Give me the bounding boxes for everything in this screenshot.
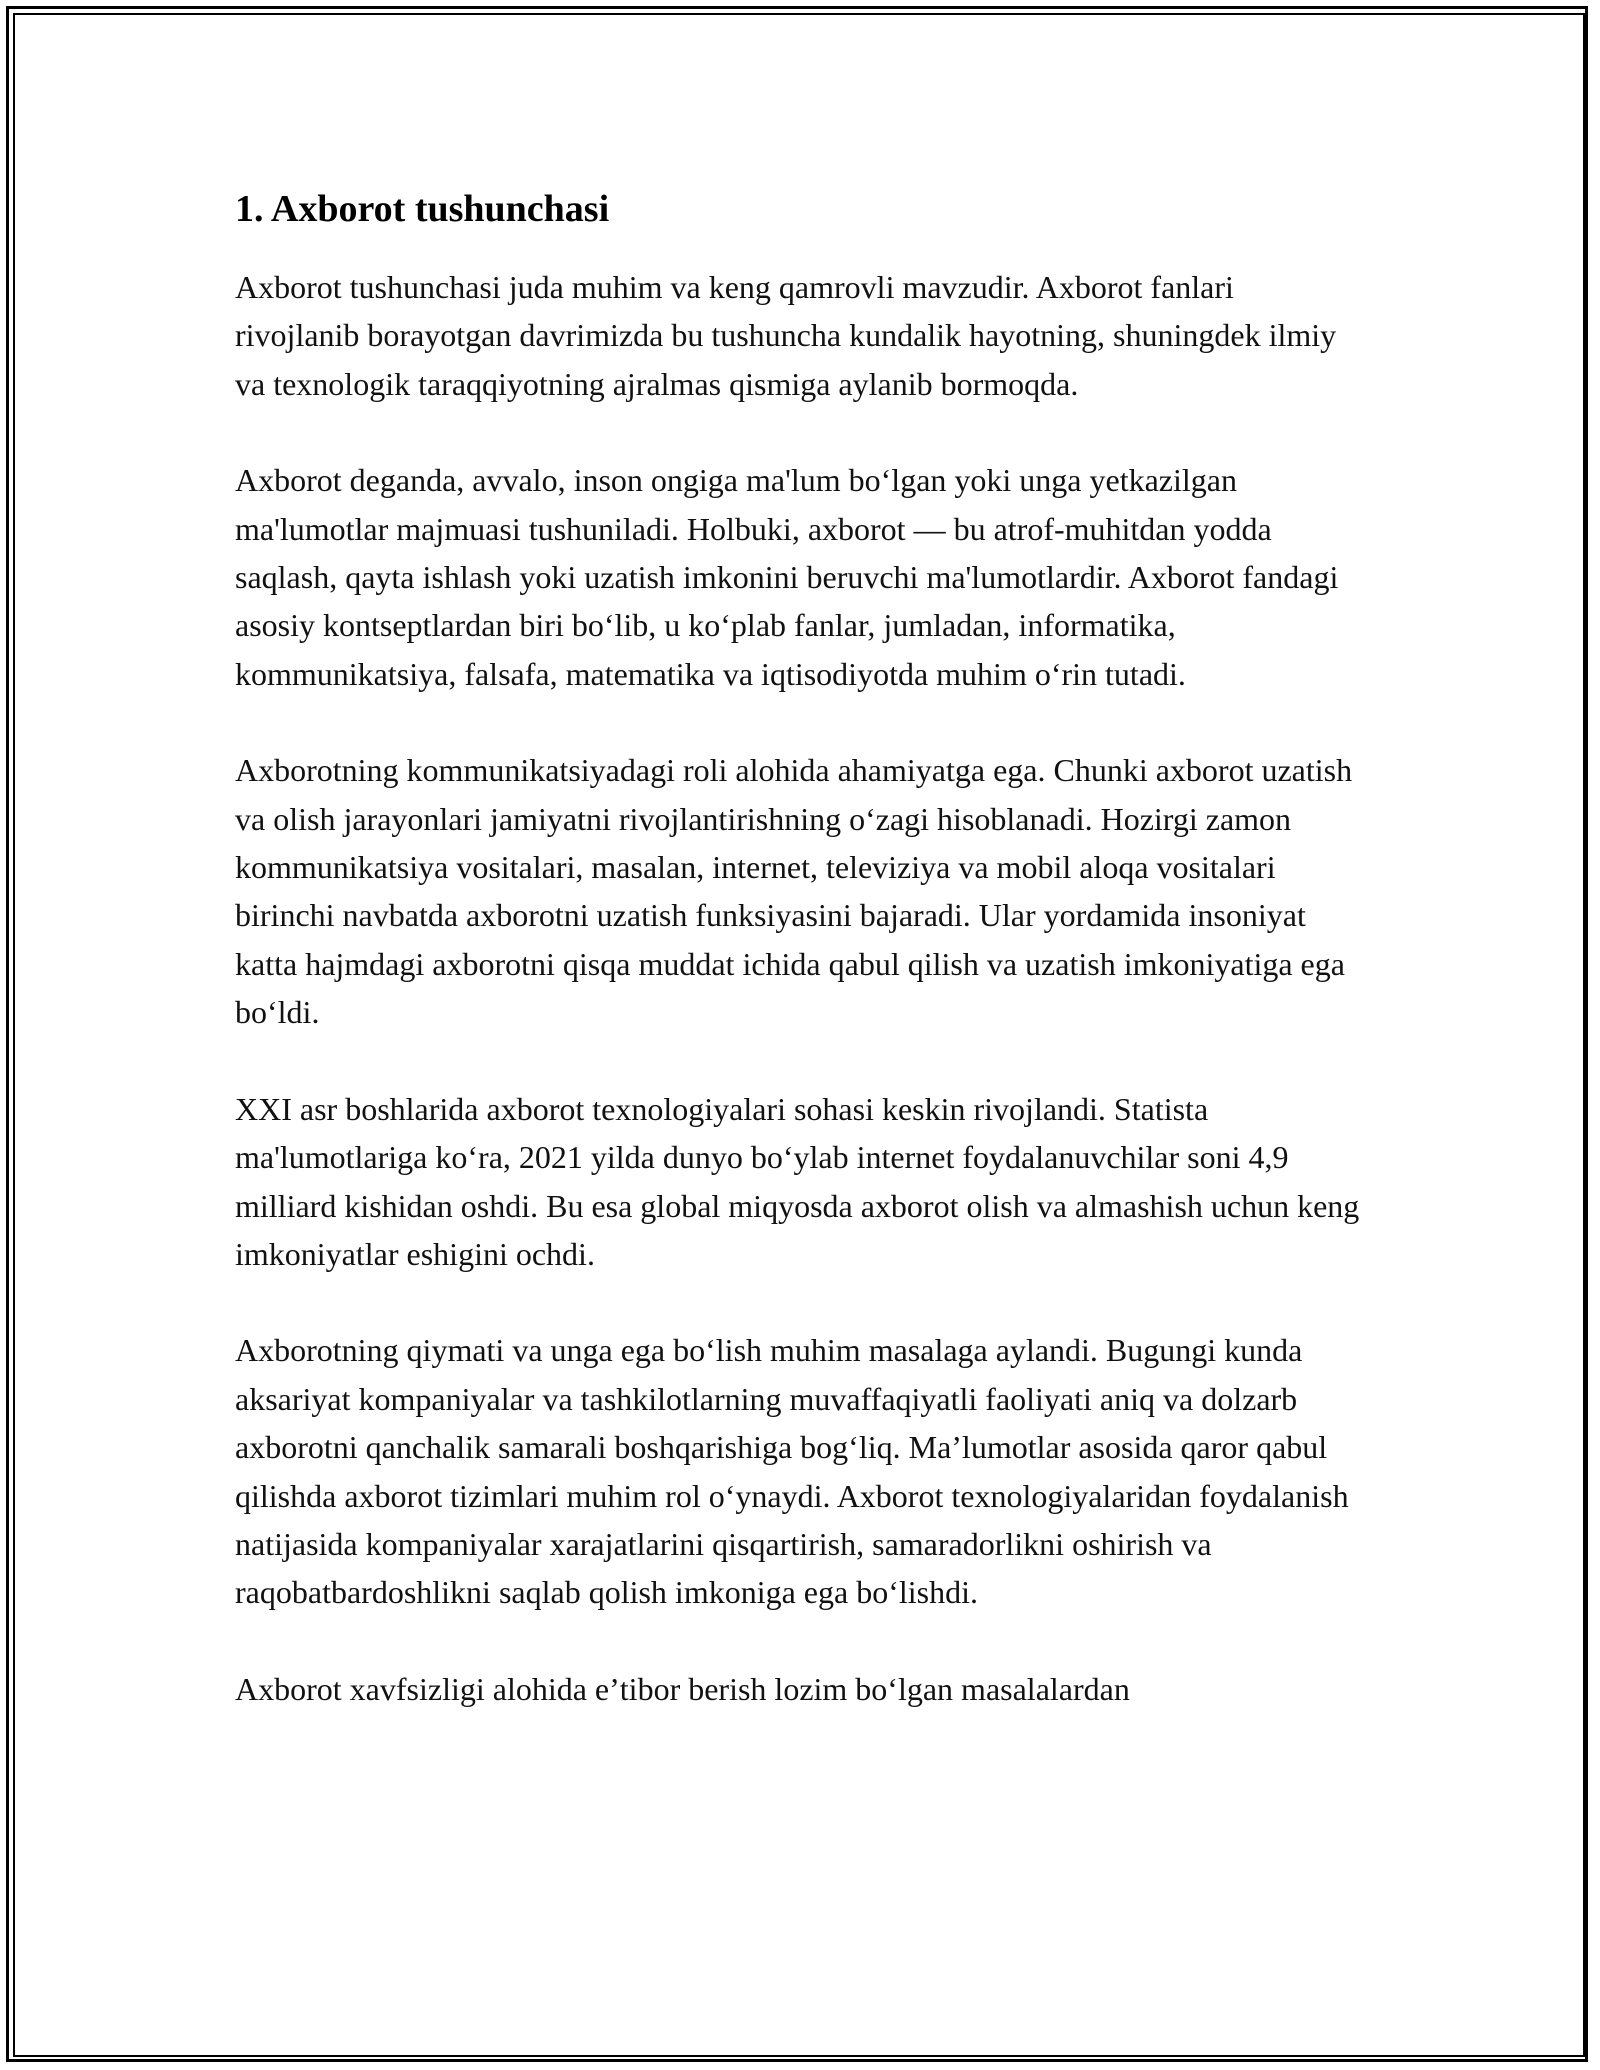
paragraph-4: XXI asr boshlarida axborot texnologiyalari sohasi keskin rivojlandi. Statista ma'lumotlariga koʻra, 2021 yilda dunyo boʻylab internet foydalanuvchilar soni 4,9 milliard kishidan oshdi. Bu esa global miqyosda axborot olish va almashish uchun keng imkoniyatlar eshigini ochdi. bbox=[235, 1090, 1360, 1272]
document-body bbox=[235, 185, 1365, 1713]
paragraph-6: Axborot xavfsizligi alohida eʼtibor berish lozim boʻlgan masalalardan bbox=[235, 1670, 1130, 1707]
paragraph-2: Axborot deganda, avvalo, inson ongiga ma'lum boʻlgan yoki unga yetkazilgan ma'lumotlar majmuasi tushuniladi. Holbuki, axborot — bu atrof-muhitdan yodda saqlash, qayta ishlash yoki uzatish imkonini beruvchi ma'lumotlardir. Axborot fandagi asosiy kontseptlardan biri boʻlib, u koʻplab fanlar, jumladan, informatika, kommunikatsiya, falsafa, matematika va iqtisodiyotda muhim oʻrin tutadi. bbox=[235, 462, 1339, 692]
section-heading: 1. Axborot tushunchasi bbox=[235, 188, 610, 230]
paragraph-5: Axborotning qiymati va unga ega boʻlish muhim masalaga aylandi. Bugungi kunda aksariyat kompaniyalar va tashkilotlarning muvaffaqiyatli faoliyati aniq va dolzarb axborotni qanchalik samarali boshqarishiga bogʻliq. Maʼlumotlar asosida qaror qabul qilishda axborot tizimlari muhim rol oʻynaydi. Axborot texnologiyalaridan foydalanish natijasida kompaniyalar xarajatlarini qisqartirish, samaradorlikni oshirish va raqobatbardoshlikni saqlab qolish imkoniga ega boʻlishdi. bbox=[235, 1332, 1349, 1611]
paragraph-1: Axborot tushunchasi juda muhim va keng qamrovli mavzudir. Axborot fanlari rivojlanib borayotgan davrimizda bu tushuncha kundalik hayotning, shuningdek ilmiy va texnologik taraqqiyotning ajralmas qismiga aylanib bormoqda. bbox=[235, 269, 1337, 402]
paragraph-3: Axborotning kommunikatsiyadagi roli alohida ahamiyatga ega. Chunki axborot uzatish va olish jarayonlari jamiyatni rivojlantirishning oʻzagi hisoblanadi. Hozirgi zamon kommunikatsiya vositalari, masalan, internet, televiziya va mobil aloqa vositalari birinchi navbatda axborotni uzatish funksiyasini bajaradi. Ular yordamida insoniyat katta hajmdagi axborotni qisqa muddat ichida qabul qilish va uzatish imkoniyatiga ega boʻldi. bbox=[235, 752, 1353, 1031]
